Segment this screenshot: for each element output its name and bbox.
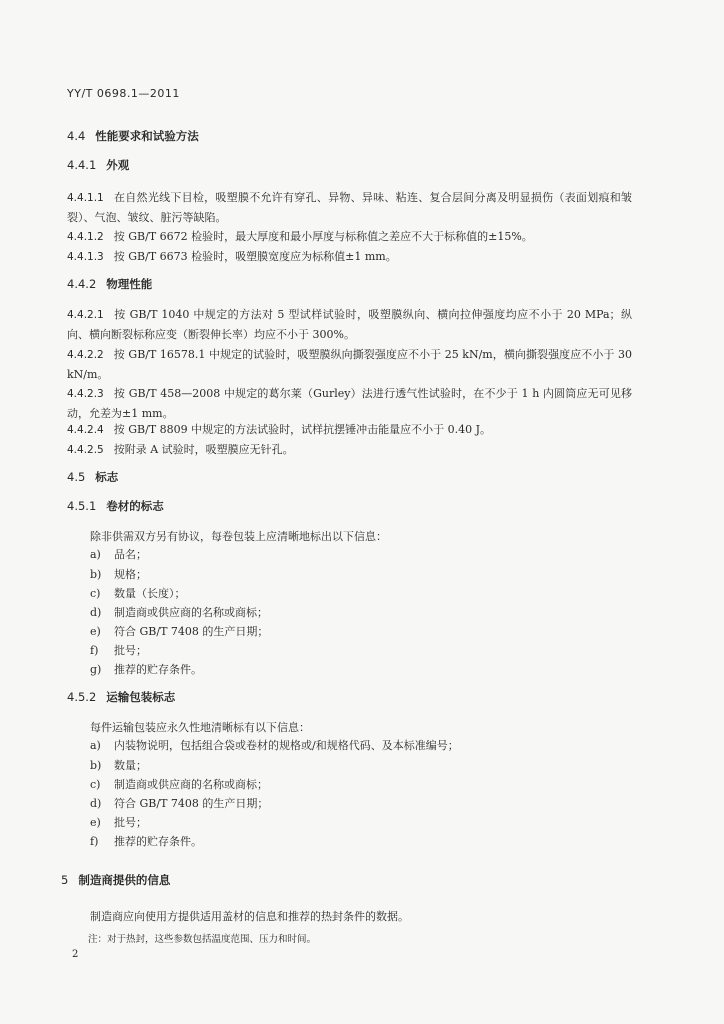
- list-item-text: 规格；: [114, 568, 147, 581]
- section-4-5-1-heading: [67, 498, 164, 514]
- list-item: [90, 584, 186, 604]
- clause-4-4-2-3: [67, 384, 632, 424]
- list-item-label: c): [90, 587, 101, 600]
- clause-text: 按 GB/T 6673 检验时，吸塑膜宽度应为标称值±1 mm。: [113, 250, 397, 263]
- section-number: 5: [61, 873, 69, 887]
- list-item: [90, 641, 147, 661]
- note-text: 注：对于热封，这些参数包括温度范围、压力和时间。: [88, 934, 317, 945]
- list-item-label: f): [90, 644, 99, 657]
- clause-number: 4.4.2.3: [67, 388, 104, 400]
- section-5-heading: [61, 872, 170, 888]
- clause-text: 按 GB/T 8809 中规定的方法试验时，试样抗摆锤冲击能量应不小于 0.40 J。: [113, 423, 492, 436]
- section-number: 4.4.2: [67, 277, 97, 291]
- section-4-4-2-heading: [67, 276, 152, 292]
- clause-text: 在自然光线下目检，吸塑膜不允许有穿孔、异物、异味、粘连、复合层间分离及明显损伤（表面划痕和皱裂）、气泡、皱纹、脏污等缺陷。: [67, 191, 632, 224]
- section-4-5-heading: [67, 469, 118, 485]
- section-title: 物理性能: [106, 277, 153, 291]
- clause-number: 4.4.1.3: [67, 251, 104, 263]
- clause-number: 4.4.1.2: [67, 231, 104, 243]
- clause-4-4-2-5: [67, 440, 294, 460]
- roll-marking-intro: 除非供需双方另有协议，每卷包装上应清晰地标出以下信息：: [90, 530, 387, 543]
- list-item-label: b): [90, 759, 102, 772]
- list-item-label: d): [90, 797, 102, 810]
- list-item-label: b): [90, 568, 102, 581]
- clause-4-4-1-3: [67, 247, 397, 267]
- list-item-text: 符合 GB/T 7408 的生产日期；: [114, 797, 269, 810]
- clause-text: 按附录 A 试验时，吸塑膜应无针孔。: [113, 443, 294, 456]
- list-item-label: a): [90, 548, 101, 561]
- clause-text: 按 GB/T 1040 中规定的方法对 5 型试样试验时，吸塑膜纵向、横向拉伸强度均应不小于 20 MPa；纵向、横向断裂标称应变（断裂伸长率）均应不小于 300%。: [67, 308, 632, 341]
- list-item-label: d): [90, 606, 102, 619]
- section-title: 外观: [106, 158, 130, 172]
- list-item: [90, 622, 268, 642]
- clause-4-4-1-2: [67, 227, 533, 247]
- section-title: 性能要求和试验方法: [95, 129, 199, 143]
- clause-number: 4.4.2.1: [67, 309, 104, 321]
- section-title: 运输包装标志: [106, 690, 176, 704]
- list-item: [90, 545, 147, 565]
- list-item-text: 符合 GB/T 7408 的生产日期；: [114, 625, 269, 638]
- page-number: 2: [72, 949, 79, 960]
- section-title: 制造商提供的信息: [78, 873, 171, 887]
- list-item: [90, 775, 268, 795]
- list-item-label: f): [90, 835, 99, 848]
- list-item: [90, 794, 268, 814]
- list-item-label: c): [90, 778, 101, 791]
- list-item-text: 制造商或供应商的名称或商标；: [114, 778, 268, 791]
- list-item-text: 数量（长度）；: [114, 587, 186, 600]
- list-item: [90, 756, 147, 776]
- section-number: 4.5.1: [67, 499, 97, 513]
- transport-marking-intro: 每件运输包装应永久性地清晰标有以下信息：: [90, 721, 310, 734]
- section-title: 标志: [95, 470, 119, 484]
- section-number: 4.5: [67, 470, 86, 484]
- section-4-5-2-heading: [67, 689, 175, 705]
- list-item-text: 制造商或供应商的名称或商标；: [114, 606, 268, 619]
- list-item: [90, 603, 268, 623]
- section-number: 4.4: [67, 129, 86, 143]
- list-item-text: 推荐的贮存条件。: [114, 663, 202, 676]
- list-item-text: 品名；: [114, 548, 147, 561]
- clause-number: 4.4.2.5: [67, 444, 104, 456]
- clause-number: 4.4.2.4: [67, 424, 104, 436]
- clause-4-4-2-1: [67, 305, 632, 345]
- section-number: 4.4.1: [67, 158, 97, 172]
- section-4-4-1-heading: [67, 157, 129, 173]
- clause-text: 按 GB/T 6672 检验时，最大厚度和最小厚度与标称值之差应不大于标称值的±15%。: [113, 230, 533, 243]
- list-item-text: 批号；: [114, 816, 147, 829]
- section-5-text: 制造商应向使用方提供适用盖材的信息和推荐的热封条件的数据。: [90, 910, 409, 923]
- list-item-label: e): [90, 816, 101, 829]
- clause-4-4-2-4: [67, 420, 491, 440]
- list-item-label: e): [90, 625, 101, 638]
- list-item: [90, 813, 147, 833]
- section-title: 卷材的标志: [106, 499, 164, 513]
- section-number: 4.5.2: [67, 690, 97, 704]
- clause-text: 按 GB/T 16578.1 中规定的试验时，吸塑膜纵向撕裂强度应不小于 25 kN/m，横向撕裂强度应不小于 30 kN/m。: [67, 348, 632, 381]
- clause-4-4-1-1: [67, 188, 632, 228]
- list-item: [90, 660, 202, 680]
- clause-number: 4.4.2.2: [67, 349, 104, 361]
- list-item-text: 数量；: [114, 759, 147, 772]
- list-item: [90, 565, 147, 585]
- list-item: [90, 736, 459, 756]
- list-item-text: 内装物说明，包括组合袋或卷材的规格或/和规格代码、及本标准编号；: [114, 739, 459, 752]
- clause-text: 按 GB/T 458—2008 中规定的葛尔莱（Gurley）法进行透气性试验时，在不少于 1 h 内圆筒应无可见移动，允差为±1 mm。: [67, 387, 632, 420]
- list-item-label: a): [90, 739, 101, 752]
- list-item-text: 推荐的贮存条件。: [114, 835, 202, 848]
- section-4-4-heading: [67, 128, 199, 144]
- list-item-label: g): [90, 663, 102, 676]
- standard-number-header: YY/T 0698.1—2011: [67, 87, 180, 100]
- clause-number: 4.4.1.1: [67, 192, 104, 204]
- clause-4-4-2-2: [67, 345, 632, 385]
- list-item: [90, 832, 202, 852]
- list-item-text: 批号；: [114, 644, 147, 657]
